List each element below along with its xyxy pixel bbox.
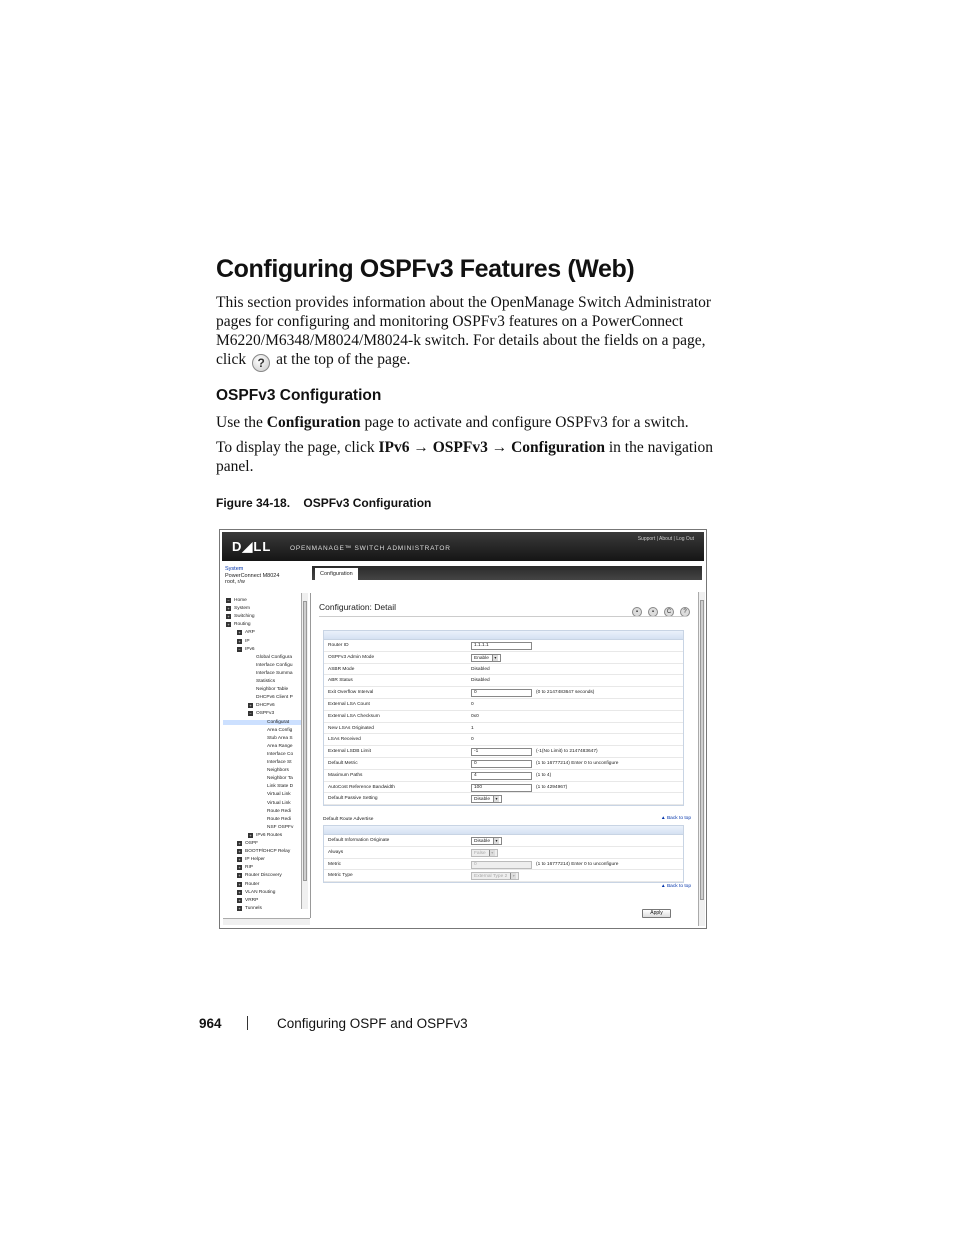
help-icon: ? bbox=[252, 354, 270, 372]
paragraph-navigate bbox=[216, 438, 716, 476]
field-input[interactable] bbox=[471, 772, 532, 780]
chevron-down-icon: ▾ bbox=[510, 873, 516, 879]
back-to-top-link-2[interactable]: ▲ Back to top bbox=[660, 884, 691, 889]
form-row bbox=[324, 687, 683, 699]
page-number: 964 bbox=[199, 1016, 222, 1031]
field-value-text: External Type 2 bbox=[474, 874, 508, 880]
arrow-1: → bbox=[409, 439, 433, 456]
nav-item[interactable] bbox=[237, 865, 253, 870]
form-row bbox=[324, 770, 683, 782]
field-input[interactable] bbox=[471, 748, 532, 756]
expand-icon[interactable]: + bbox=[227, 614, 230, 620]
field-select[interactable] bbox=[471, 795, 502, 803]
logout-link[interactable]: Log Out bbox=[676, 536, 694, 542]
intro-text: This section provides information about the OpenManage Switch Administrator pages for configuring and monitoring OSPFv3 features on a PowerConnect M6220/M6348/M8024/M8024-k switch. For details about the fields on a page, click bbox=[216, 294, 712, 368]
para2-b: IPv6 bbox=[378, 439, 410, 456]
field-label: Exit Overflow Interval bbox=[328, 690, 374, 696]
intro-text-end: at the top of the page. bbox=[276, 351, 411, 368]
nav-item[interactable] bbox=[248, 833, 282, 838]
field-value bbox=[471, 667, 490, 672]
nav-item-label: Interface Summa bbox=[256, 670, 293, 676]
nav-item[interactable] bbox=[237, 849, 290, 854]
field-label: Default Passive Setting bbox=[328, 796, 378, 802]
field-label: ASBR Mode bbox=[328, 666, 355, 672]
form-row bbox=[324, 870, 683, 882]
nav-item-label: ARP bbox=[245, 630, 255, 636]
screenshot-figure bbox=[219, 529, 707, 929]
nav-item-label: System bbox=[234, 606, 250, 612]
page-heading: Configuring OSPFv3 Features (Web) bbox=[216, 255, 635, 283]
tree-vertical-scrollbar[interactable] bbox=[301, 593, 308, 909]
nav-item[interactable] bbox=[248, 655, 292, 660]
detail-table bbox=[323, 630, 684, 806]
nav-item[interactable] bbox=[259, 744, 293, 749]
expand-icon[interactable]: + bbox=[238, 873, 241, 879]
detail-table-header bbox=[324, 631, 683, 640]
form-row bbox=[324, 859, 683, 871]
about-link[interactable]: About bbox=[659, 536, 673, 542]
nav-item-label: Virtual Link bbox=[267, 792, 291, 798]
nav-item[interactable] bbox=[259, 801, 291, 806]
field-label: Always bbox=[328, 849, 344, 855]
nav-item[interactable] bbox=[259, 768, 289, 773]
nav-item[interactable] bbox=[226, 598, 247, 603]
nav-item[interactable] bbox=[248, 671, 293, 676]
route-table-header bbox=[324, 826, 683, 835]
nav-item-label: Home bbox=[234, 598, 247, 603]
expand-icon[interactable]: + bbox=[238, 897, 241, 903]
chevron-down-icon: ▾ bbox=[493, 796, 499, 802]
expand-icon[interactable]: + bbox=[227, 622, 230, 628]
nav-item-label: Area Range bbox=[267, 743, 293, 749]
chevron-down-icon: ▾ bbox=[492, 655, 498, 661]
nav-item-label: IPv6 bbox=[245, 646, 255, 652]
nav-item-label: DHCPv6 bbox=[256, 703, 275, 709]
nav-item-label: OSPF bbox=[245, 841, 259, 846]
nav-item-label: Interface Co bbox=[267, 751, 294, 757]
form-row bbox=[324, 675, 683, 687]
nav-item-label: NSF OSPFv bbox=[267, 824, 294, 830]
nav-item-label: RIP bbox=[245, 865, 253, 871]
app-header bbox=[222, 532, 704, 561]
field-value-text: Disable bbox=[474, 797, 490, 803]
nav-item-label: Virtual Link bbox=[267, 800, 291, 806]
nav-item[interactable] bbox=[259, 760, 292, 765]
form-row bbox=[324, 835, 683, 847]
field-input[interactable] bbox=[471, 760, 532, 768]
field-range-note: (0 to 2147483647 seconds) bbox=[536, 690, 595, 696]
default-route-section-label: Default Route Advertise bbox=[323, 817, 374, 822]
form-row bbox=[324, 652, 683, 664]
system-user: root, r/w bbox=[225, 579, 245, 585]
field-input[interactable] bbox=[471, 642, 532, 650]
expand-icon[interactable]: + bbox=[238, 865, 241, 871]
nav-item[interactable] bbox=[237, 841, 258, 846]
field-value-text: 0 bbox=[474, 760, 477, 766]
nav-item-label: Configurat bbox=[267, 719, 290, 725]
field-input[interactable] bbox=[471, 689, 532, 697]
field-label: Metric bbox=[328, 861, 342, 867]
nav-item[interactable] bbox=[237, 647, 255, 652]
expand-icon[interactable]: + bbox=[238, 889, 241, 895]
nav-item[interactable] bbox=[259, 784, 293, 789]
tree-horizontal-scrollbar[interactable] bbox=[223, 918, 310, 925]
field-range-note: (1 to 16777214) Enter 0 to unconfigure bbox=[536, 760, 619, 766]
expand-icon[interactable]: + bbox=[238, 905, 241, 911]
form-row bbox=[324, 699, 683, 711]
field-label: ABR Status bbox=[328, 678, 353, 684]
nav-item[interactable] bbox=[237, 639, 250, 644]
nav-item-label: Statistics bbox=[256, 679, 276, 684]
expand-icon[interactable]: + bbox=[238, 857, 241, 863]
field-label: Default Information Originate bbox=[328, 838, 390, 843]
para1-a: Use the bbox=[216, 414, 267, 431]
field-value-text: 1 bbox=[471, 725, 474, 731]
paragraph-use bbox=[216, 413, 716, 432]
field-label: AutoCost Reference Bandwidth bbox=[328, 784, 395, 790]
nav-item[interactable] bbox=[259, 736, 293, 741]
nav-item-label: Global Configura bbox=[256, 654, 292, 660]
section-heading: OSPFv3 Configuration bbox=[216, 387, 382, 404]
nav-item[interactable] bbox=[248, 663, 293, 668]
nav-item[interactable] bbox=[237, 873, 282, 878]
content-vertical-scrollbar[interactable] bbox=[698, 592, 705, 926]
content-panel bbox=[312, 580, 698, 926]
para2-a: To display the page, click bbox=[216, 439, 379, 456]
field-range-note: (1 to 4) bbox=[536, 772, 552, 778]
form-row bbox=[324, 723, 683, 735]
form-row bbox=[324, 746, 683, 758]
back-to-top-link[interactable]: ▲ Back to top bbox=[660, 816, 691, 821]
nav-item[interactable] bbox=[248, 687, 288, 692]
field-input[interactable] bbox=[471, 784, 532, 792]
form-row bbox=[324, 847, 683, 859]
tab-bar bbox=[312, 566, 702, 580]
form-row bbox=[324, 640, 683, 652]
nav-item[interactable] bbox=[248, 703, 275, 708]
nav-item[interactable] bbox=[259, 792, 291, 797]
nav-item-label: Switching bbox=[234, 614, 255, 620]
field-value-text: 0 bbox=[471, 701, 474, 707]
nav-item-label: IPv6 Routes bbox=[256, 832, 283, 838]
app-title: OPENMANAGE™ SWITCH ADMINISTRATOR bbox=[290, 545, 451, 552]
nav-item-label: VLAN Routing bbox=[245, 889, 276, 895]
nav-item-label: Neighbor Table bbox=[256, 687, 289, 693]
field-value-text: Enable bbox=[474, 655, 489, 661]
field-label: OSPFv3 Admin Mode bbox=[328, 654, 375, 660]
field-label: New LSAs Originated bbox=[328, 725, 374, 731]
nav-item[interactable] bbox=[259, 817, 291, 822]
field-value-text: False bbox=[474, 850, 486, 856]
field-label: Maximum Paths bbox=[328, 772, 363, 778]
print-icon[interactable]: ▪ bbox=[648, 607, 658, 617]
field-value-text: Disabled bbox=[471, 666, 490, 672]
apply-button[interactable]: Apply bbox=[642, 909, 671, 918]
field-label: Router ID bbox=[328, 643, 349, 648]
expand-icon[interactable]: + bbox=[249, 832, 252, 838]
nav-item-label: VRRP bbox=[245, 897, 259, 903]
field-value-text: 1.1.1.1 bbox=[474, 643, 489, 648]
nav-item[interactable] bbox=[259, 752, 293, 757]
route-table bbox=[323, 825, 684, 883]
field-label: Default Metric bbox=[328, 760, 358, 766]
expand-icon[interactable]: + bbox=[238, 849, 241, 855]
field-value-text: 4 bbox=[474, 772, 477, 778]
nav-item[interactable] bbox=[237, 906, 262, 911]
field-value-text: 100 bbox=[474, 784, 483, 790]
nav-item-label: Router bbox=[245, 881, 260, 887]
collapse-icon[interactable]: − bbox=[238, 646, 241, 652]
para2-d: Configuration bbox=[511, 439, 605, 456]
intro-paragraph bbox=[216, 293, 716, 372]
chevron-down-icon: ▾ bbox=[489, 850, 495, 856]
collapse-icon[interactable]: − bbox=[227, 598, 230, 603]
field-value bbox=[471, 726, 474, 731]
tab-configuration[interactable]: Configuration bbox=[315, 568, 358, 580]
field-value-text: -1 bbox=[474, 749, 479, 755]
field-value-text: Disabled bbox=[471, 678, 490, 684]
field-select bbox=[471, 872, 519, 880]
field-value-text: 0x0 bbox=[471, 713, 479, 719]
expand-icon[interactable]: + bbox=[227, 606, 230, 612]
system-info bbox=[225, 566, 311, 586]
support-link[interactable]: Support bbox=[637, 536, 656, 542]
field-label: External LSDB Limit bbox=[328, 749, 371, 755]
nav-item-label: IP bbox=[245, 638, 250, 644]
refresh-icon[interactable]: C bbox=[664, 607, 674, 617]
nav-item-label: Interface St bbox=[267, 760, 292, 765]
nav-item-label: Link State D bbox=[267, 784, 294, 790]
nav-item[interactable] bbox=[248, 695, 293, 700]
top-links: Support | About | Log Out bbox=[637, 536, 694, 542]
field-range-note: (1 to 16777214) Enter 0 to unconfigure bbox=[536, 861, 619, 867]
field-range-note: (1 to 4294967) bbox=[536, 784, 568, 790]
nav-item[interactable] bbox=[248, 711, 274, 716]
form-row bbox=[324, 782, 683, 794]
nav-item-label: BOOTP/DHCP Relay bbox=[245, 849, 291, 855]
field-value-text: 0 bbox=[471, 737, 474, 743]
footer-section: Configuring OSPF and OSPFv3 bbox=[277, 1016, 468, 1031]
nav-item[interactable] bbox=[237, 630, 255, 635]
nav-item-label: OSPFv3 bbox=[256, 711, 275, 717]
nav-item-label: Neighbors bbox=[267, 768, 289, 774]
dell-logo: D◢LL bbox=[232, 539, 272, 554]
field-input bbox=[471, 861, 532, 869]
field-label: External LSA Checksum bbox=[328, 713, 380, 719]
nav-item-label: Interface Configu bbox=[256, 662, 293, 668]
nav-item[interactable] bbox=[237, 890, 275, 895]
system-model: PowerConnect M8024 bbox=[225, 572, 280, 579]
para1-c: page to activate and configure OSPFv3 for a switch. bbox=[360, 414, 689, 431]
divider bbox=[319, 616, 687, 617]
nav-item[interactable] bbox=[237, 857, 265, 862]
field-label: Metric Type bbox=[328, 873, 353, 879]
arrow-2: → bbox=[487, 439, 512, 456]
expand-icon[interactable]: + bbox=[238, 638, 241, 644]
system-link[interactable]: System bbox=[225, 566, 244, 572]
expand-icon[interactable]: + bbox=[238, 630, 241, 636]
nav-item[interactable] bbox=[259, 728, 292, 733]
nav-item[interactable] bbox=[237, 882, 259, 887]
field-select[interactable] bbox=[471, 654, 501, 662]
field-value-text: Disable bbox=[474, 839, 490, 844]
para2-e: in the navigation panel. bbox=[216, 439, 714, 475]
form-row bbox=[324, 711, 683, 723]
nav-item[interactable] bbox=[259, 776, 293, 781]
form-row bbox=[324, 758, 683, 770]
nav-item-label: Tunnels bbox=[245, 905, 262, 911]
field-value bbox=[471, 702, 474, 707]
expand-icon[interactable]: + bbox=[249, 703, 252, 709]
field-value-text: 0 bbox=[474, 861, 477, 867]
para1-b: Configuration bbox=[266, 414, 361, 431]
field-value bbox=[471, 678, 490, 683]
navigation-tree bbox=[223, 593, 311, 918]
para2-c: OSPFv3 bbox=[432, 439, 488, 456]
nav-item-label: Routing bbox=[234, 622, 251, 628]
nav-item-label: Router Discovery bbox=[245, 873, 282, 879]
save-icon[interactable]: ▪ bbox=[632, 607, 642, 617]
nav-item-label: DHCPv6 Client P bbox=[256, 695, 293, 701]
field-value bbox=[471, 714, 479, 719]
nav-item[interactable] bbox=[223, 720, 303, 725]
nav-item[interactable] bbox=[237, 898, 258, 903]
field-value bbox=[471, 737, 474, 742]
figure-caption: Figure 34-18. OSPFv3 Configuration bbox=[216, 496, 432, 510]
page-title: Configuration: Detail bbox=[319, 602, 397, 612]
nav-item[interactable] bbox=[226, 606, 250, 611]
nav-item-label: Stub Area S bbox=[267, 735, 293, 741]
nav-item-label: Route Redi bbox=[267, 816, 291, 822]
field-select bbox=[471, 849, 498, 857]
form-row bbox=[324, 793, 683, 805]
form-row bbox=[324, 734, 683, 746]
chevron-down-icon: ▾ bbox=[493, 838, 499, 844]
field-value-text: 0 bbox=[474, 690, 477, 696]
field-select[interactable] bbox=[471, 837, 502, 845]
nav-item-label: Area Config bbox=[267, 727, 293, 733]
expand-icon[interactable]: + bbox=[238, 841, 241, 846]
field-label: LSAs Received bbox=[328, 737, 361, 743]
nav-item-label: IP Helper bbox=[245, 857, 265, 863]
nav-item-label: Route Redi bbox=[267, 808, 291, 814]
collapse-icon[interactable]: − bbox=[249, 711, 252, 717]
help-icon[interactable]: ? bbox=[680, 607, 690, 617]
nav-item[interactable] bbox=[226, 614, 255, 619]
nav-item[interactable] bbox=[259, 825, 293, 830]
nav-item-label: Neighbor Ta bbox=[267, 776, 293, 782]
footer-separator bbox=[247, 1016, 248, 1030]
field-range-note: (-1(No Limit) to 2147483647) bbox=[536, 749, 598, 755]
form-row bbox=[324, 664, 683, 676]
nav-item[interactable] bbox=[226, 622, 251, 627]
field-label: External LSA Count bbox=[328, 701, 370, 707]
expand-icon[interactable]: + bbox=[238, 881, 241, 887]
nav-item[interactable] bbox=[259, 809, 291, 814]
nav-item[interactable] bbox=[248, 679, 275, 684]
